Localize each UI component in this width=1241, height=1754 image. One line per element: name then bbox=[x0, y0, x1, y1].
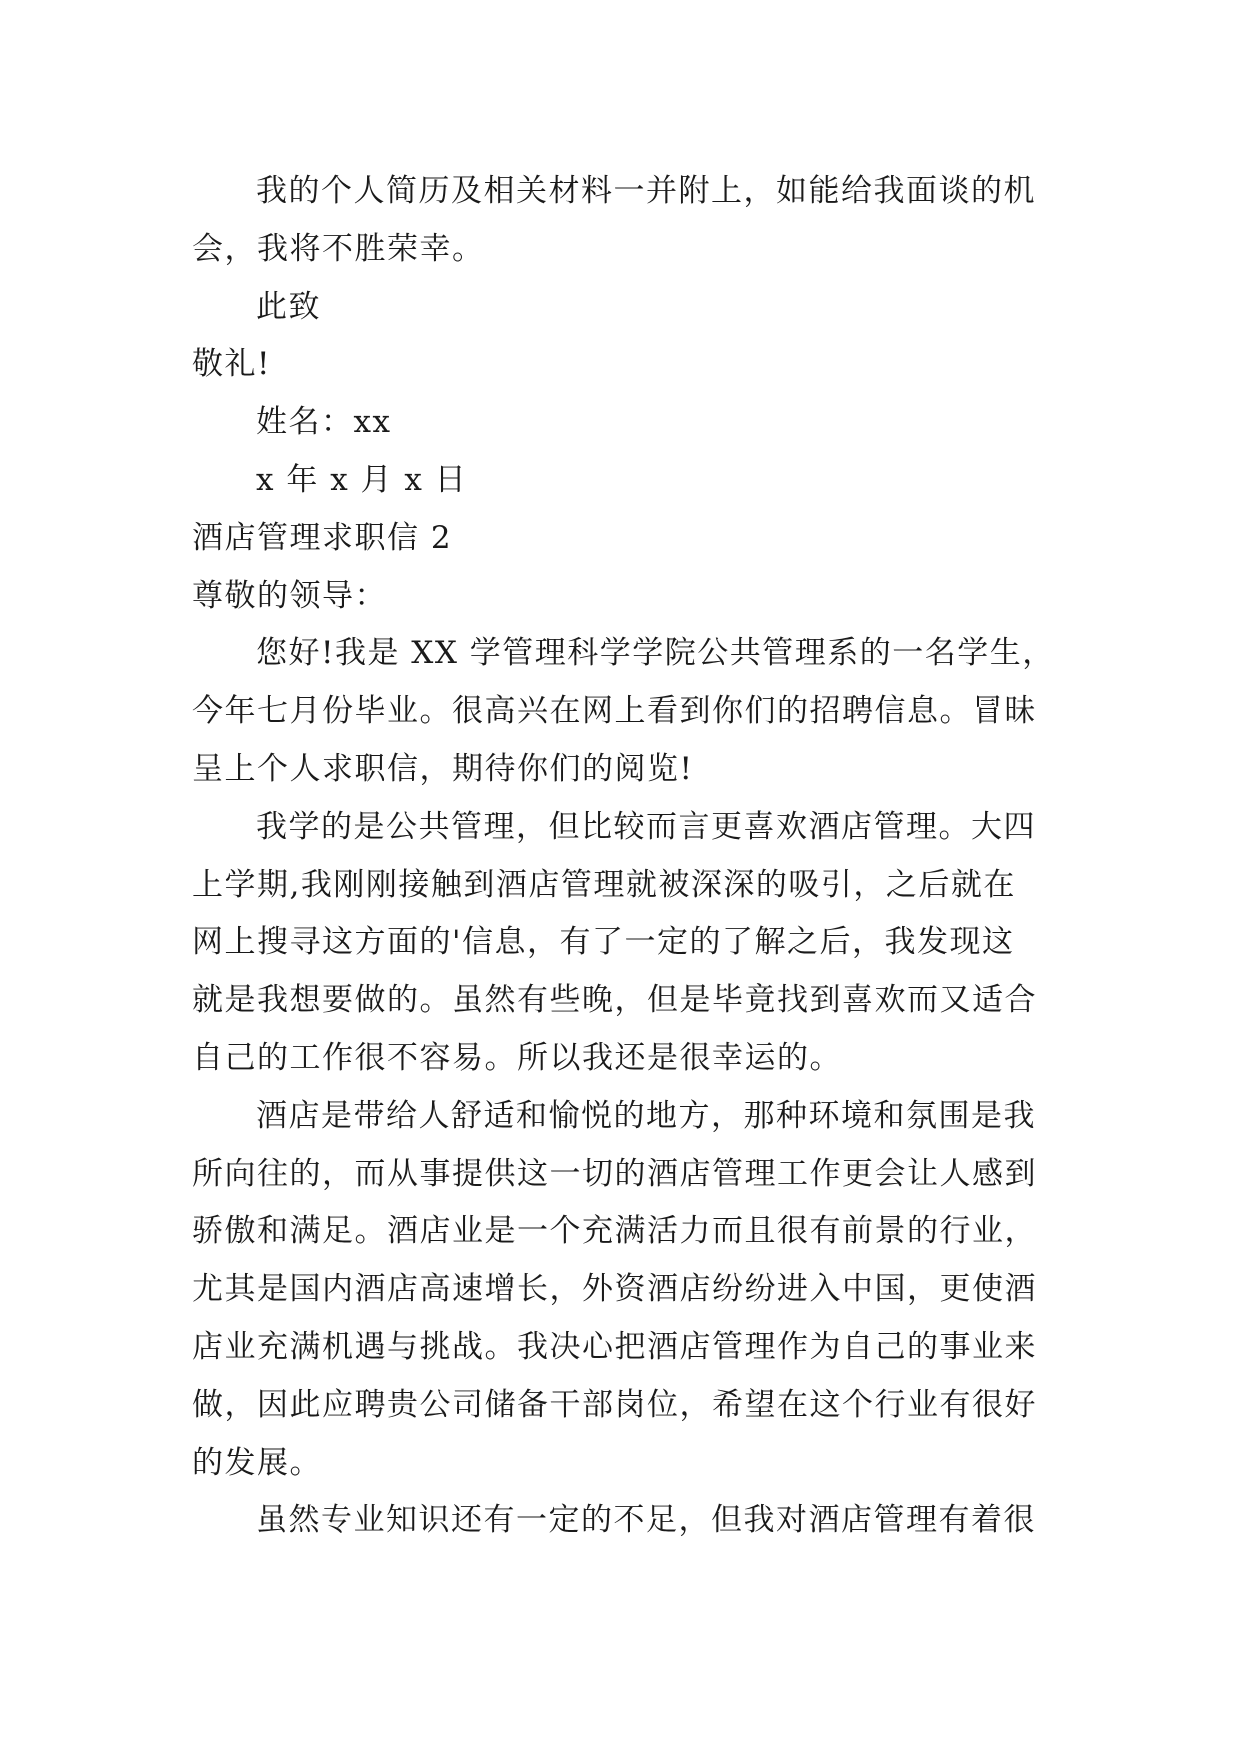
closing-regards: 敬礼! bbox=[192, 346, 271, 383]
text-line: 就是我想要做的。虽然有些晚，但是毕竟找到喜欢而又适合 bbox=[192, 982, 1037, 1019]
text-line: 上学期,我刚刚接触到酒店管理就被深深的吸引，之后就在 bbox=[192, 866, 1016, 903]
text-line: 的发展。 bbox=[192, 1444, 322, 1481]
closing-salutation: 此致 bbox=[256, 288, 321, 325]
text-line: 呈上个人求职信，期待你们的阅览! bbox=[192, 750, 694, 787]
text-line: 网上搜寻这方面的'信息，有了一定的了解之后，我发现这 bbox=[192, 924, 1015, 961]
text-line: 我学的是公共管理，但比较而言更喜欢酒店管理。大四 bbox=[256, 808, 1036, 845]
text-line: 做，因此应聘贵公司储备干部岗位，希望在这个行业有很好 bbox=[192, 1386, 1037, 1423]
text-line: 店业充满机遇与挑战。我决心把酒店管理作为自己的事业来 bbox=[192, 1328, 1037, 1365]
signature-name: 姓名：xx bbox=[256, 404, 392, 441]
text-line: 会，我将不胜荣幸。 bbox=[192, 230, 485, 267]
text-line: 您好!我是 XX 学管理科学学院公共管理系的一名学生， bbox=[256, 635, 1055, 672]
letter-body bbox=[192, 163, 1062, 1550]
signature-date: x 年 x 月 x 日 bbox=[256, 461, 468, 498]
text-line: 所向往的，而从事提供这一切的酒店管理工作更会让人感到 bbox=[192, 1155, 1037, 1192]
text-line: 我的个人简历及相关材料一并附上，如能给我面谈的机 bbox=[256, 173, 1036, 209]
text-line: 自己的工作很不容易。所以我还是很幸运的。 bbox=[192, 1039, 842, 1076]
text-line: 今年七月份毕业。很高兴在网上看到你们的招聘信息。冒昧 bbox=[192, 693, 1037, 730]
text-line: 尤其是国内酒店高速增长，外资酒店纷纷进入中国，更使酒 bbox=[192, 1271, 1037, 1308]
section-title: 酒店管理求职信 2 bbox=[192, 519, 453, 556]
text-line: 骄傲和满足。酒店业是一个充满活力而且很有前景的行业， bbox=[192, 1213, 1037, 1250]
greeting: 尊敬的领导： bbox=[192, 577, 387, 614]
text-line: 酒店是带给人舒适和愉悦的地方，那种环境和氛围是我 bbox=[256, 1097, 1036, 1134]
text-line: 虽然专业知识还有一定的不足，但我对酒店管理有着很 bbox=[256, 1502, 1036, 1539]
